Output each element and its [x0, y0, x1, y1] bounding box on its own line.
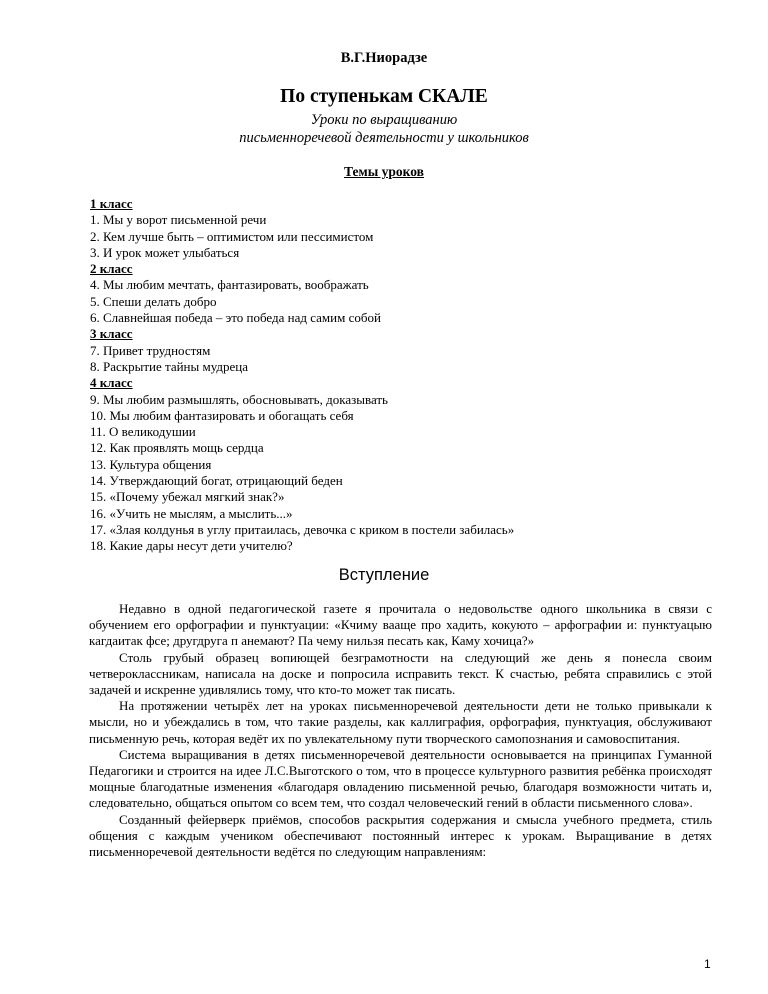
topic-item: 1. Мы у ворот письменной речи	[90, 212, 267, 228]
intro-heading: Вступление	[338, 566, 430, 584]
paragraph: На протяжении четырёх лет на уроках письменноречевой деятельности дети не только привыкали к мысли, но и убеждались в том, что такие разделы, как каллиграфия, орфография, пунктуация, обслуживают письменную речь, которая ведёт их по увлекательному пути творческого самопознания и самовоспитания.	[89, 698, 712, 746]
page-number: 1	[704, 957, 711, 971]
document-title: По ступенькам СКАЛЕ	[280, 86, 488, 107]
subtitle-line-2: письменноречевой деятельности у школьников	[239, 130, 529, 146]
topic-item: 5. Спеши делать добро	[90, 293, 217, 309]
topic-item: 13. Культура общения	[90, 456, 212, 472]
topic-item: 7. Привет трудностям	[90, 342, 211, 358]
author-name: В.Г.Ниорадзе	[340, 50, 428, 66]
grade-heading: 4 класс	[90, 375, 133, 391]
topic-item: 8. Раскрытие тайны мудреца	[90, 358, 249, 374]
topic-item: 3. И урок может улыбаться	[90, 244, 240, 260]
topics-heading: Темы уроков	[344, 164, 424, 179]
topic-item: 11. О великодушии	[90, 424, 196, 440]
topic-item: 16. «Учить не мыслям, а мыслить...»	[90, 505, 293, 521]
paragraph: Созданный фейерверк приёмов, способов раскрытия содержания и смысла учебного предмета, стиль общения с каждым учеником обеспечивают постоянный интерес к урокам. Выращивание в детях письменноречевой деятельности ведётся по следующим направлениям:	[89, 811, 712, 860]
paragraph: Столь грубый образец вопиющей безграмотности на следующий же день я понесла своим четвероклассникам, написала на доске и попросила исправить текст. К счастью, ребята справились с этой задачей и искренне удивлялись тому, что кто-то может так писать.	[89, 649, 712, 698]
document-subtitle	[0, 111, 768, 147]
body-text	[89, 601, 712, 860]
topic-item: 6. Славнейшая победа – это победа над самим собой	[90, 310, 381, 326]
paragraph: Система выращивания в детях письменноречевой деятельности основывается на принципах Гуманной Педагогики и строится на идее Л.С.Выготского о том, что в процессе культурного развития ребёнка происходят мощные благодатные изменения «благодаря овладению письменной речью, благодаря возможности читать и, следовательно, общаться опытом со всем тем, что создал человеческий гений в области письменного слова».	[89, 746, 712, 811]
topic-item: 18. Какие дары несут дети учителю?	[90, 538, 293, 554]
subtitle-line-1: Уроки по выращиванию	[310, 112, 458, 128]
topic-item: 2. Кем лучше быть – оптимистом или пессимистом	[90, 228, 374, 244]
topic-item: 12. Как проявлять мощь сердца	[90, 440, 264, 456]
paragraph: Недавно в одной педагогической газете я прочитала о недовольстве одного школьника в связи с обучением его орфографии и пунктуации: «Кчиму вааще про хадить, кокуюто – арфографии и: пунктуацыю кагдаитак фсе; другдруга п анемают? Па чему нильзя песать как, Каму хочица?»	[89, 601, 712, 649]
topics-list	[90, 196, 730, 555]
topic-item: 10. Мы любим фантазировать и обогащать себя	[90, 407, 354, 423]
topic-item: 14. Утверждающий богат, отрицающий беден	[90, 473, 343, 489]
topic-item: 4. Мы любим мечтать, фантазировать, воображать	[90, 277, 369, 293]
topic-item: 17. «Злая колдунья в углу притаилась, девочка с криком в постели забилась»	[90, 521, 515, 537]
grade-heading: 3 класс	[90, 326, 133, 342]
grade-heading: 2 класс	[90, 261, 133, 277]
topic-item: 9. Мы любим размышлять, обосновывать, доказывать	[90, 391, 388, 407]
topic-item: 15. «Почему убежал мягкий знак?»	[90, 489, 285, 505]
grade-heading: 1 класс	[90, 196, 133, 211]
